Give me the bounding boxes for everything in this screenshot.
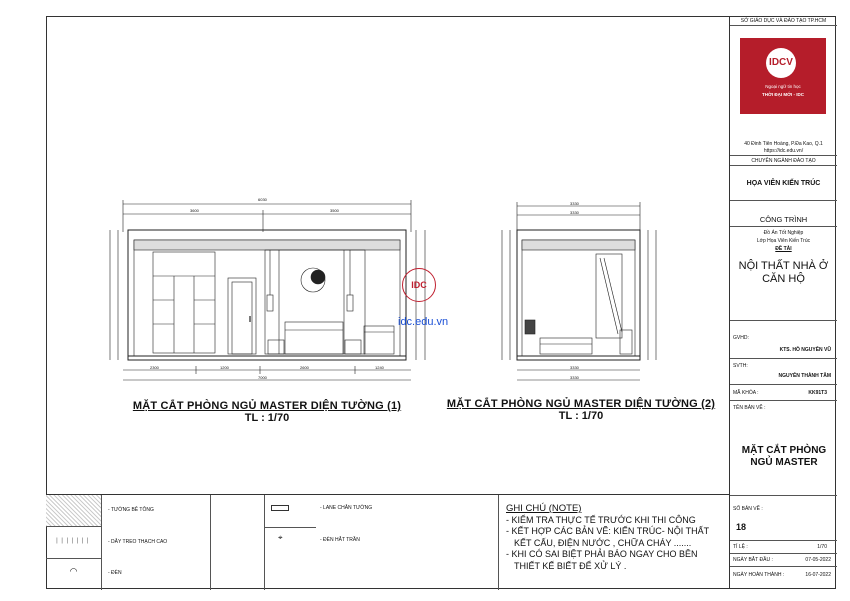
logo-mark: IDCV (766, 48, 796, 78)
logo-name: THỜI ĐẠI MỚI - IDC (762, 92, 804, 97)
start-date: 07-05-2022 (805, 557, 831, 563)
caption-1-title: MẶT CẮT PHÒNG NGỦ MASTER DIỆN TƯỜNG (1) (132, 400, 402, 412)
legend-item-2: - DÂY TREO THẠCH CAO (108, 539, 168, 545)
legend-item-1: - TƯỜNG BÊ TÔNG (108, 507, 154, 513)
title-block (729, 16, 836, 589)
skirting-icon (271, 505, 289, 511)
end-date: 16-07-2022 (805, 572, 831, 578)
dim2-top-1: 3330 (570, 201, 579, 206)
legend-item-5: - ĐÈN HẮT TRẦN (320, 537, 360, 543)
end-box (730, 567, 837, 589)
website: https://idc.edu.vn/ (763, 148, 804, 154)
notes-item: - KẾT HỢP CÁC BẢN VẼ: KIẾN TRÚC- NỘI THẤT (506, 526, 710, 536)
instructor: KTS. HỒ NGUYÊN VŨ (779, 347, 831, 353)
sheet-no-label: SỐ BẢN VẼ : (733, 506, 763, 512)
instructor-label: GVHD: (733, 335, 749, 341)
dim-top-overall: 6030 (258, 197, 267, 202)
caption-2 (446, 398, 716, 422)
sheet-no-box (730, 496, 837, 541)
project-box (730, 201, 837, 321)
dim2-bottom-2: 3330 (570, 375, 579, 380)
topic-label: ĐỀ TÀI (775, 246, 792, 252)
notes-item: - KIỂM TRA THỰC TẾ TRƯỚC KHI THI CÔNG (506, 514, 696, 525)
hanger-icon: │││││││ (46, 527, 102, 559)
legend-divider (264, 527, 316, 528)
address: 40 Đinh Tiên Hoàng, P.Đa Kao, Q.1 (744, 141, 823, 147)
start-box (730, 554, 837, 567)
watermark-url: idc.edu.vn (398, 316, 449, 328)
logo (740, 38, 826, 114)
project-line1: Đồ Án Tốt Nghiệp (763, 230, 804, 236)
dim2-top-2: 3330 (570, 210, 579, 215)
instructor-box (730, 321, 837, 359)
drawing: MẶT CẮT PHÒNG NGỦ MASTER (741, 445, 827, 468)
logo-tagline: Ngoại ngữ tin học (765, 84, 801, 89)
end-label: NGÀY HOÀN THÀNH : (733, 572, 785, 578)
scale: 1/70 (817, 544, 827, 550)
caption-1 (132, 400, 402, 424)
watermark-logo: IDC (402, 268, 436, 302)
course: KK91T3 (808, 390, 827, 396)
dim-top-1: 3600 (190, 208, 199, 213)
course-label: MÃ KHÓA : (733, 390, 759, 396)
dim-bottom-1: 2300 (150, 365, 159, 370)
sheet-no: 18 (736, 522, 747, 532)
student-box (730, 359, 837, 385)
notes-item: - KHI CÓ SAI BIỆT PHẢI BÁO NGAY CHO BÊN (506, 549, 698, 559)
legend-item-3: - ĐÈN (108, 570, 122, 576)
specialty: HỌA VIÊN KIẾN TRÚC (730, 166, 837, 201)
dim-bottom-3: 2600 (300, 365, 309, 370)
project-label: CÔNG TRÌNH (730, 215, 837, 227)
lamp-icon: ◠ (46, 559, 102, 590)
caption-2-title: MẶT CẮT PHÒNG NGỦ MASTER DIỆN TƯỜNG (2) (446, 398, 716, 410)
notes-item: KẾT CẤU, ĐIỆN NƯỚC , CHỮA CHÁY ....... (514, 537, 692, 548)
drawing-name-box (730, 401, 837, 496)
dim2-bottom-1: 3330 (570, 365, 579, 370)
legend-divider (498, 495, 499, 590)
scale-label: TỈ LỆ : (733, 544, 748, 550)
legend-item-4: - LANE CHÂN TƯỜNG (320, 505, 373, 511)
student-label: SVTH: (733, 363, 748, 369)
drawing-label: TÊN BẢN VẼ : (733, 405, 766, 411)
start-label: NGÀY BẮT ĐẦU : (733, 557, 773, 563)
ceiling-light-icon: ⌖ (278, 533, 283, 542)
notes-item: THIẾT KẾ BIẾT ĐỂ XỬ LÝ . (514, 560, 627, 571)
hatch-icon (46, 495, 102, 527)
legend-divider (264, 495, 265, 590)
notes (506, 503, 726, 572)
dim-top-2: 3500 (330, 208, 339, 213)
topic: NỘI THẤT NHÀ Ở CĂN HỘ (738, 260, 829, 285)
dim-bottom-overall: 7000 (258, 375, 267, 380)
caption-1-scale: TL : 1/70 (244, 412, 290, 424)
dim-bottom-4: 1240 (375, 365, 384, 370)
dept: SỞ GIÁO DỤC VÀ ĐÀO TẠO TP.HCM (730, 16, 837, 26)
legend-divider (210, 495, 211, 590)
caption-2-scale: TL : 1/70 (558, 410, 604, 422)
course-box (730, 385, 837, 401)
specialty-label: CHUYÊN NGÀNH ĐÀO TẠO (730, 155, 837, 166)
dim-bottom-2: 1200 (220, 365, 229, 370)
notes-heading: GHI CHÚ (NOTE) (506, 503, 582, 514)
student: NGUYỄN THÀNH TÂM (778, 373, 831, 379)
project-line2: Lớp Họa Viên Kiến Trúc (756, 238, 811, 244)
scale-box (730, 541, 837, 554)
